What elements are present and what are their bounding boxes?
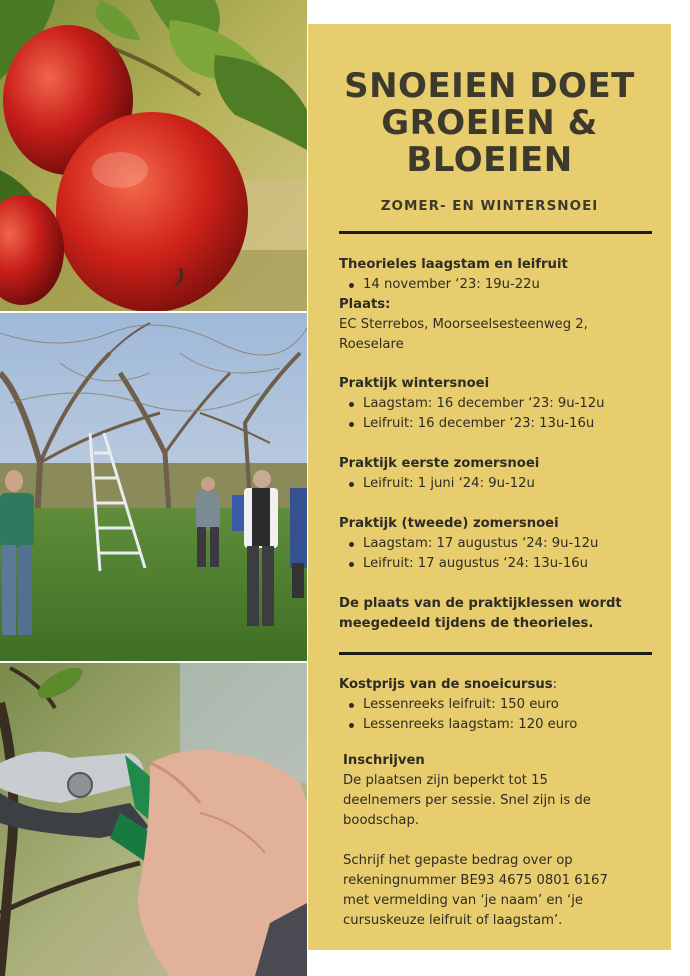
summer1-list xyxy=(339,474,659,494)
winter-section xyxy=(339,374,659,434)
place-line: EC Sterrebos, Moorseelsesteenweg 2, xyxy=(339,317,588,332)
title-line: GROEIEN & xyxy=(381,103,598,143)
payment-section xyxy=(343,851,663,931)
title-line: BLOEIEN xyxy=(406,140,573,180)
pruning-shears-photo xyxy=(0,663,307,976)
payment-line: rekeningnummer BE93 4675 0801 6167 xyxy=(343,873,608,888)
winter-heading: Praktijk wintersnoei xyxy=(339,376,490,391)
enroll-heading: Inschrijven xyxy=(343,753,425,768)
orchard-photo xyxy=(0,313,307,661)
enroll-line: deelnemers per sessie. Snel zijn is de xyxy=(343,793,591,808)
price-colon: : xyxy=(552,677,558,692)
location-note xyxy=(339,594,659,634)
winter-list xyxy=(339,394,659,434)
summer1-heading: Praktijk eerste zomersnoei xyxy=(339,456,540,471)
place-label: Plaats: xyxy=(339,297,391,312)
summer2-heading: Praktijk (tweede) zomersnoei xyxy=(339,516,559,531)
payment-line: Schrijf het gepaste bedrag over op xyxy=(343,853,573,868)
list-item: Leifruit: 16 december ‘23: 13u-16u xyxy=(363,414,659,434)
list-item: Leifruit: 1 juni ‘24: 9u-12u xyxy=(363,474,659,494)
title-line: SNOEIEN DOET xyxy=(344,66,635,106)
theory-heading: Theorieles laagstam en leifruit xyxy=(339,257,568,272)
summer2-section xyxy=(339,514,659,574)
payment-line: met vermelding van ‘je naam’ en ‘je xyxy=(343,893,583,908)
payment-line: cursuskeuze leifruit of laagstam’. xyxy=(343,913,563,928)
theory-list xyxy=(339,275,659,295)
theory-section xyxy=(339,255,659,355)
price-list xyxy=(339,695,659,735)
summer2-list xyxy=(339,534,659,574)
note-line: meegedeeld tijdens de theorieles. xyxy=(339,616,594,631)
list-item: Lessenreeks laagstam: 120 euro xyxy=(363,715,659,735)
divider xyxy=(339,231,652,234)
divider xyxy=(339,652,652,655)
list-item: Leifruit: 17 augustus ‘24: 13u-16u xyxy=(363,554,659,574)
info-panel xyxy=(308,24,671,950)
list-item: Lessenreeks leifruit: 150 euro xyxy=(363,695,659,715)
note-line: De plaats van de praktijklessen wordt xyxy=(339,596,622,611)
poster-title xyxy=(308,68,671,179)
list-item: 14 november ‘23: 19u-22u xyxy=(363,275,659,295)
list-item: Laagstam: 16 december ‘23: 9u-12u xyxy=(363,394,659,414)
place-line: Roeselare xyxy=(339,337,404,352)
enroll-line: boodschap. xyxy=(343,813,420,828)
subtitle: ZOMER- EN WINTERSNOEI xyxy=(380,198,599,214)
price-heading: Kostprijs van de snoeicursus xyxy=(339,677,553,692)
price-section xyxy=(339,675,659,735)
list-item: Laagstam: 17 augustus ‘24: 9u-12u xyxy=(363,534,659,554)
enroll-section xyxy=(343,751,663,831)
price-heading-line xyxy=(339,677,557,692)
enroll-line: De plaatsen zijn beperkt tot 15 xyxy=(343,773,548,788)
summer1-section xyxy=(339,454,659,494)
apples-photo xyxy=(0,0,307,311)
